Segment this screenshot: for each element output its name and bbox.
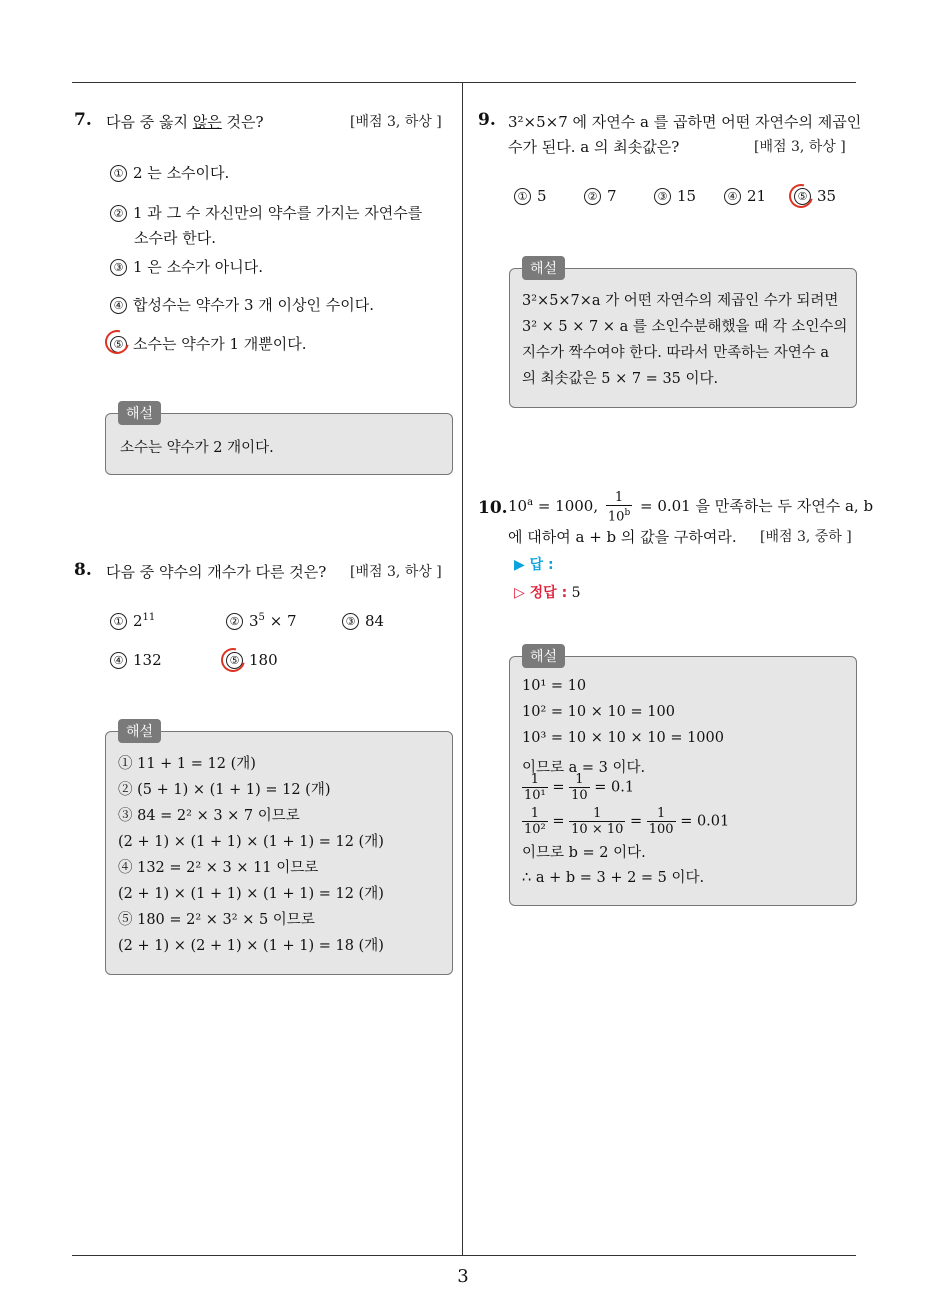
q7-option-3[interactable]: ③ 1 은 소수가 아니다. bbox=[110, 256, 263, 277]
q7-meta: [배점 3, 하상 ] bbox=[350, 114, 442, 130]
q9-option-4[interactable]: ④ 21 bbox=[724, 187, 766, 205]
q9-solution-line: 3²×5×7×a 가 어떤 자연수의 제곱인 수가 되려면 bbox=[522, 293, 839, 309]
answer-mark-icon bbox=[217, 644, 250, 677]
q9-meta: [배점 3, 하상 ] bbox=[754, 139, 846, 155]
q8-meta: [배점 3, 하상 ] bbox=[350, 564, 442, 580]
q10-meta: [배점 3, 중하 ] bbox=[760, 529, 852, 545]
q10-solution-line: 10² = 10 × 10 = 100 bbox=[522, 704, 675, 720]
q8-option-5[interactable]: ⑤ 180 bbox=[226, 651, 278, 669]
q7-option-5[interactable]: ⑤ 소수는 약수가 1 개뿐이다. bbox=[110, 333, 307, 354]
q10-question-line1: $10^a = 1000$, $\frac{1}{10^b}$ = 0.01 을 만족하는 두 자연수 a, b bbox=[508, 490, 874, 525]
q7-option-2-cont: 소수라 한다. bbox=[134, 229, 216, 247]
column-divider bbox=[462, 82, 463, 1255]
q9-solution-line: 의 최솟값은 5 × 7 = 35 이다. bbox=[522, 371, 719, 387]
q9-number: 9. bbox=[478, 110, 496, 130]
q9-option-3[interactable]: ③ 15 bbox=[654, 187, 696, 205]
q10-solution-tag: 해설 bbox=[522, 644, 565, 668]
q8-option-4[interactable]: ④ 132 bbox=[110, 651, 162, 669]
top-rule bbox=[72, 82, 856, 83]
q9-option-2[interactable]: ② 7 bbox=[584, 187, 617, 205]
q10-question-line2: 에 대하여 a + b 의 값을 구하여라. bbox=[508, 528, 737, 546]
q8-number: 8. bbox=[74, 560, 92, 580]
page-number: 3 bbox=[457, 1266, 469, 1287]
q8-option-3[interactable]: ③ 84 bbox=[342, 612, 384, 630]
q10-solution-fraction-line: $\frac{1}{\text{10¹}}$ = $\frac{1}{10}$ = 0.1 bbox=[524, 772, 635, 803]
q9-solution-line: 지수가 짝수여야 한다. 따라서 만족하는 자연수 a bbox=[522, 345, 830, 361]
q9-solution-line: 3² × 5 × 7 × a 를 소인수분해했을 때 각 소인수의 bbox=[522, 319, 848, 335]
q9-option-1[interactable]: ① 5 bbox=[514, 187, 547, 205]
q8-solution-line: (2 + 1) × (1 + 1) × (1 + 1) = 12 (개) bbox=[118, 886, 384, 902]
q8-solution-line: ⑤ 180 = 2² × 3² × 5 이므로 bbox=[118, 912, 315, 928]
q8-option-1[interactable]: ① $2^{11}$ bbox=[110, 612, 155, 630]
q10-number: 10. bbox=[478, 498, 508, 518]
q7-solution-tag: 해설 bbox=[118, 401, 161, 425]
q7-number: 7. bbox=[74, 110, 92, 130]
q10-correct-answer: ▷ 정답 : 5 bbox=[514, 585, 581, 601]
q10-solution-line: 10¹ = 10 bbox=[522, 678, 587, 694]
q8-solution-line: ④ 132 = 2² × 3 × 11 이므로 bbox=[118, 860, 319, 876]
q7-question: 다음 중 옳지 않은 것은? bbox=[106, 113, 264, 131]
q8-solution-line: ② (5 + 1) × (1 + 1) = 12 (개) bbox=[118, 782, 331, 798]
q10-solution-line: 이므로 b = 2 이다. bbox=[522, 845, 646, 861]
q8-solution-line: (2 + 1) × (1 + 1) × (1 + 1) = 12 (개) bbox=[118, 834, 384, 850]
q8-question: 다음 중 약수의 개수가 다른 것은? bbox=[106, 563, 327, 581]
q9-option-5[interactable]: ⑤ 35 bbox=[794, 187, 836, 205]
q7-solution-text: 소수는 약수가 2 개이다. bbox=[120, 440, 274, 456]
q10-solution-line: 10³ = 10 × 10 × 10 = 1000 bbox=[522, 730, 724, 746]
q7-option-1[interactable]: ① 2 는 소수이다. bbox=[110, 162, 229, 183]
q8-solution-line: (2 + 1) × (2 + 1) × (1 + 1) = 18 (개) bbox=[118, 938, 384, 954]
answer-mark-icon bbox=[785, 180, 818, 213]
q8-solution-line: ① 11 + 1 = 12 (개) bbox=[118, 756, 256, 772]
q10-solution-fraction-line: $\frac{1}{\text{10²}}$ = $\frac{1}{10 \times 10}$ = $\frac{1}{100}$ = 0.01 bbox=[524, 806, 730, 837]
q9-solution-tag: 해설 bbox=[522, 256, 565, 280]
q8-solution-line: ③ 84 = 2² × 3 × 7 이므로 bbox=[118, 808, 300, 824]
q10-answer-label: ▶ 답 : bbox=[514, 557, 554, 573]
q9-question-line1: 3²×5×7 에 자연수 a 를 곱하면 어떤 자연수의 제곱인 bbox=[508, 113, 862, 131]
bottom-rule bbox=[72, 1255, 856, 1256]
q7-option-2[interactable]: ② 1 과 그 수 자신만의 약수를 가지는 자연수를 bbox=[110, 202, 422, 223]
q10-solution-line: ∴ a + b = 3 + 2 = 5 이다. bbox=[522, 870, 705, 886]
q8-solution-tag: 해설 bbox=[118, 719, 161, 743]
q7-option-4[interactable]: ④ 합성수는 약수가 3 개 이상인 수이다. bbox=[110, 294, 374, 315]
q8-option-2[interactable]: ② $3^5 \times 7$ bbox=[226, 612, 297, 630]
q10-solution-line: 이므로 a = 3 이다. bbox=[522, 760, 646, 776]
q9-question-line2: 수가 된다. a 의 최솟값은? bbox=[508, 138, 680, 156]
